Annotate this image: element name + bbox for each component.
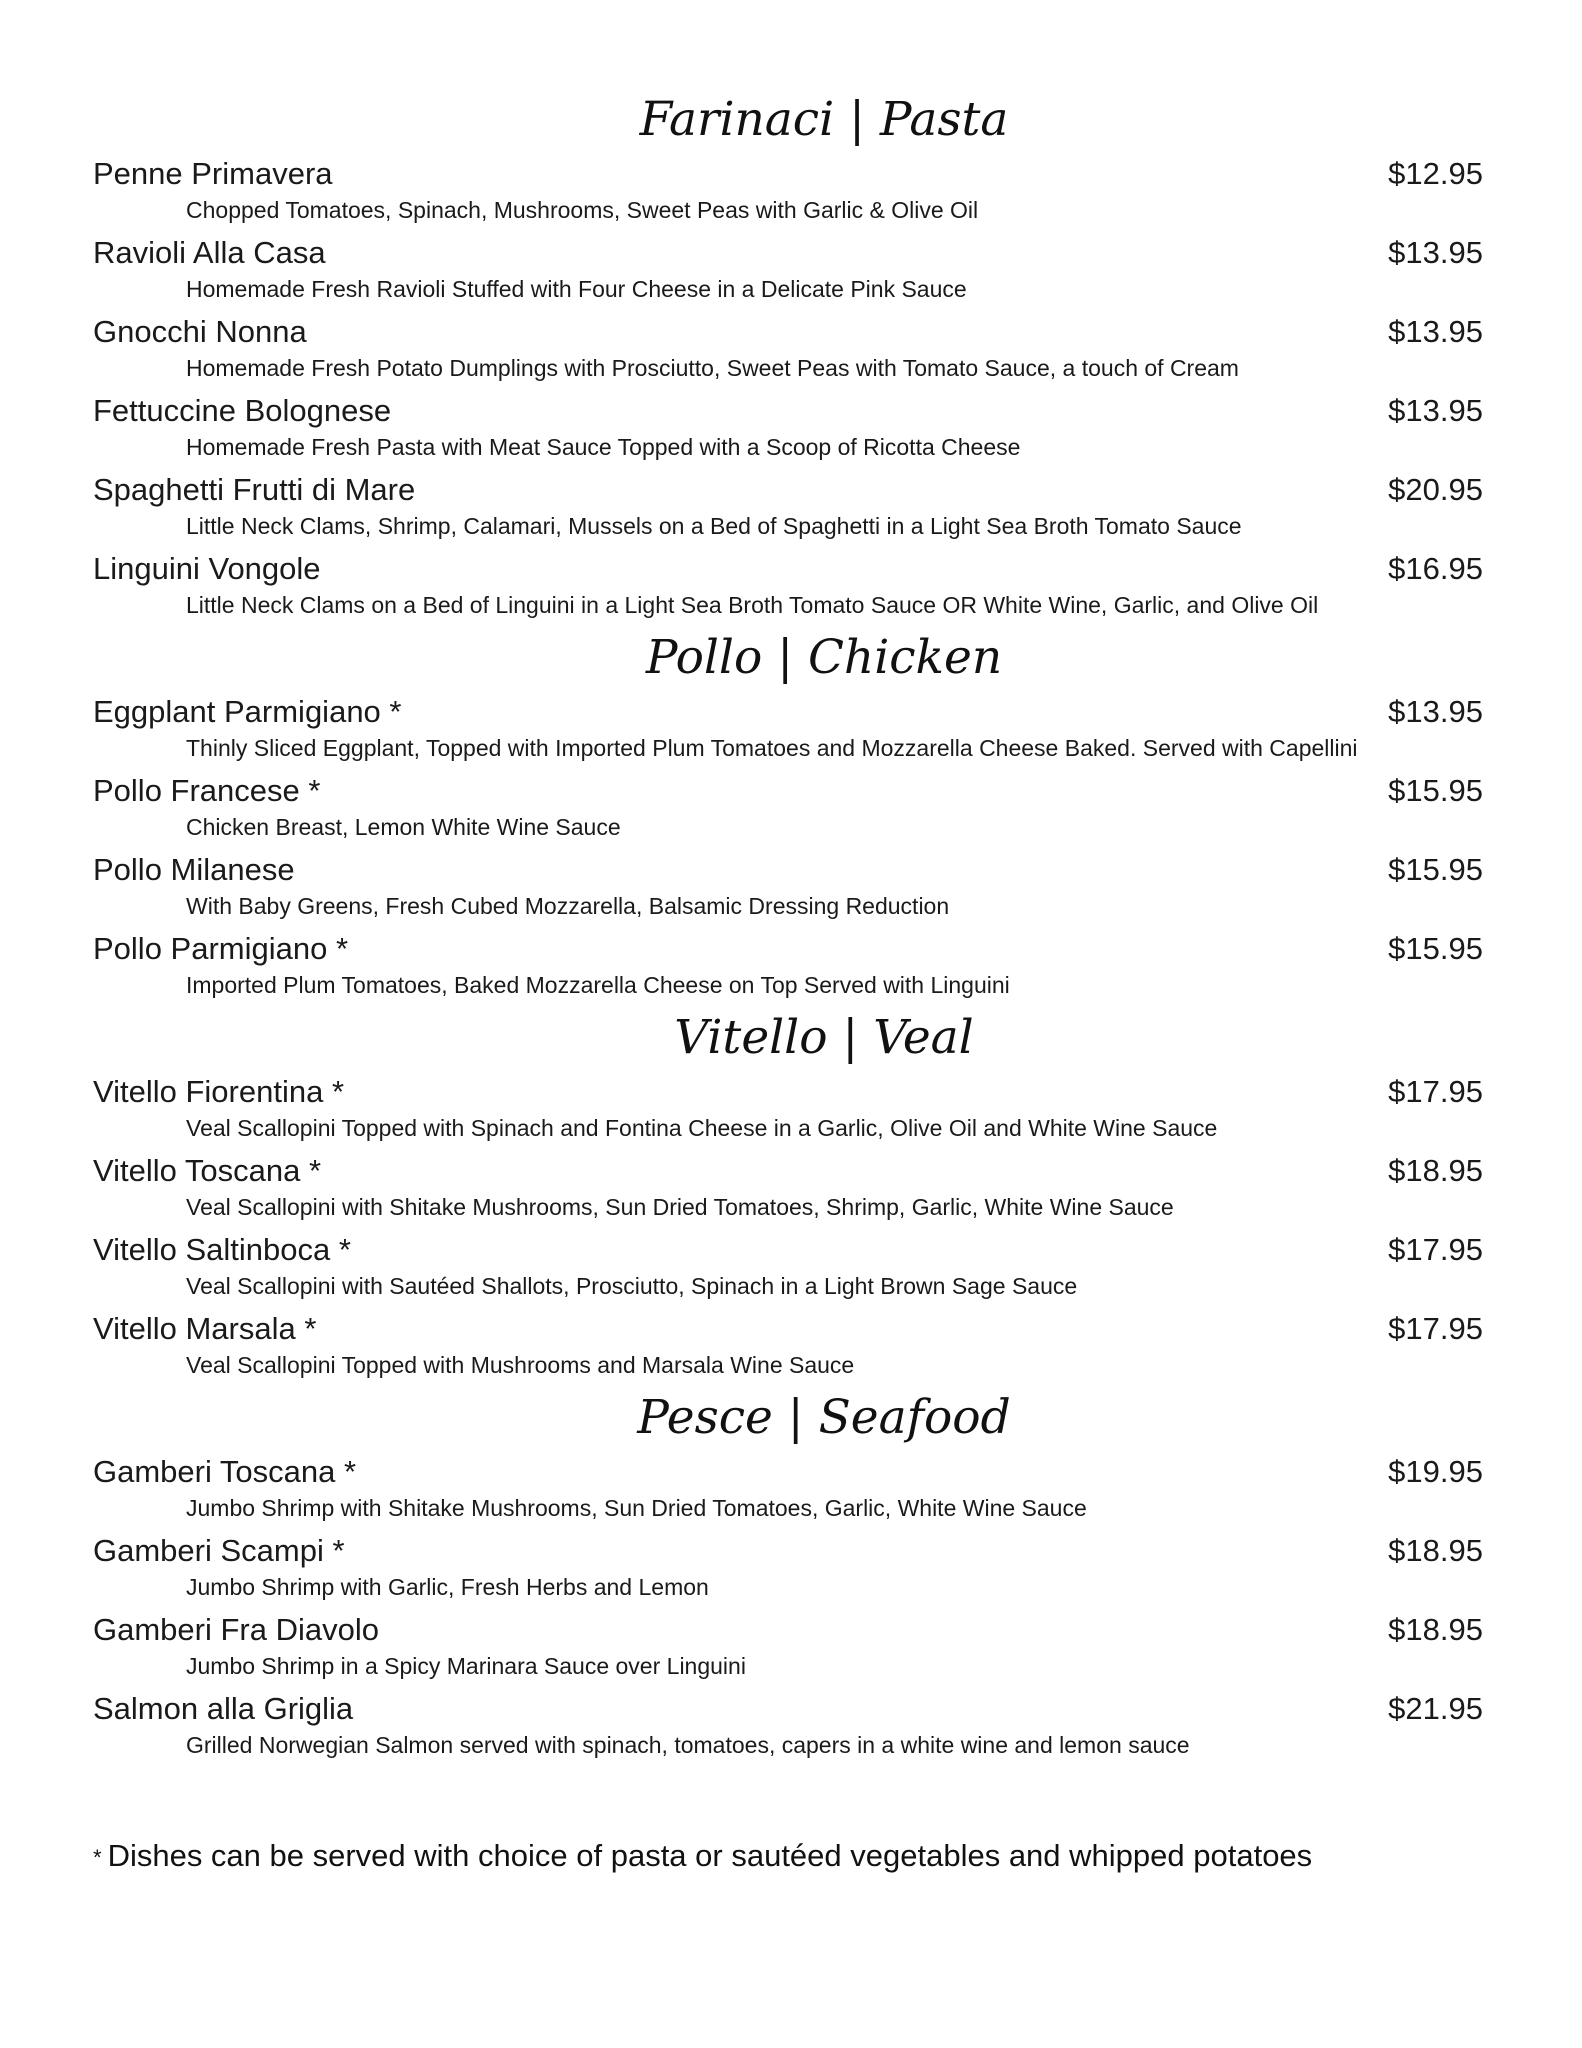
item-name: Gamberi Fra Diavolo (93, 1612, 379, 1647)
menu-item (93, 1149, 1483, 1228)
item-description: Grilled Norwegian Salmon served with spinach, tomatoes, capers in a white wine and lemon sauce (186, 1732, 1190, 1758)
menu-section-seafood (93, 1386, 1483, 1766)
item-description: Little Neck Clams on a Bed of Linguini in a Light Sea Broth Tomato Sauce OR White Wine, Garlic, and Olive Oil (186, 592, 1319, 618)
item-name: Salmon alla Griglia (93, 1691, 354, 1726)
menu-item (93, 1070, 1483, 1149)
item-price: $19.95 (1388, 1454, 1483, 1489)
menu-item (93, 1529, 1483, 1608)
menu-item (93, 468, 1483, 547)
item-description: Veal Scallopini with Shitake Mushrooms, Sun Dried Tomatoes, Shrimp, Garlic, White Wine Sauce (186, 1194, 1174, 1220)
item-name: Gamberi Toscana * (93, 1454, 357, 1489)
item-name: Vitello Marsala * (93, 1311, 317, 1346)
item-name: Ravioli Alla Casa (93, 235, 326, 270)
item-price: $13.95 (1388, 694, 1483, 729)
menu-item (93, 231, 1483, 310)
item-description: Chopped Tomatoes, Spinach, Mushrooms, Sweet Peas with Garlic & Olive Oil (186, 197, 979, 223)
section-title: Farinaci | Pasta (639, 92, 1009, 147)
item-name: Eggplant Parmigiano * (93, 694, 402, 729)
item-description: Homemade Fresh Ravioli Stuffed with Four Cheese in a Delicate Pink Sauce (186, 276, 967, 302)
item-description: Homemade Fresh Pasta with Meat Sauce Topped with a Scoop of Ricotta Cheese (186, 434, 1021, 460)
item-price: $15.95 (1388, 852, 1483, 887)
item-price: $17.95 (1388, 1311, 1483, 1346)
item-description: Little Neck Clams, Shrimp, Calamari, Mussels on a Bed of Spaghetti in a Light Sea Broth Tomato Sauce (186, 513, 1242, 539)
item-name: Pollo Francese * (93, 773, 321, 808)
item-price: $17.95 (1388, 1074, 1483, 1109)
item-price: $18.95 (1388, 1153, 1483, 1188)
menu-item (93, 1228, 1483, 1307)
item-name: Linguini Vongole (93, 551, 321, 586)
item-description: Chicken Breast, Lemon White Wine Sauce (186, 814, 621, 840)
item-description: Homemade Fresh Potato Dumplings with Prosciutto, Sweet Peas with Tomato Sauce, a touch of Cream (186, 355, 1239, 381)
footnote-asterisk: * (93, 1844, 102, 1870)
menu-item (93, 927, 1483, 1006)
item-price: $15.95 (1388, 931, 1483, 966)
item-price: $20.95 (1388, 472, 1483, 507)
section-title: Pollo | Chicken (645, 630, 1003, 685)
menu-item (93, 310, 1483, 389)
menu-section-chicken (93, 626, 1483, 1006)
item-name: Gnocchi Nonna (93, 314, 307, 349)
item-name: Vitello Toscana * (93, 1153, 322, 1188)
footnote (93, 1834, 1312, 1880)
item-description: With Baby Greens, Fresh Cubed Mozzarella, Balsamic Dressing Reduction (186, 893, 950, 919)
menu-item (93, 152, 1483, 231)
menu-item (93, 1687, 1483, 1766)
menu-section-veal (93, 1006, 1483, 1386)
item-price: $21.95 (1388, 1691, 1483, 1726)
item-description: Thinly Sliced Eggplant, Topped with Imported Plum Tomatoes and Mozzarella Cheese Baked. Served with Capellini (186, 735, 1358, 761)
menu-item (93, 547, 1483, 626)
item-description: Jumbo Shrimp in a Spicy Marinara Sauce over Linguini (186, 1653, 746, 1679)
item-name: Vitello Fiorentina * (93, 1074, 345, 1109)
item-name: Pollo Parmigiano * (93, 931, 349, 966)
item-name: Pollo Milanese (93, 852, 295, 887)
item-description: Veal Scallopini with Sautéed Shallots, Prosciutto, Spinach in a Light Brown Sage Sauce (186, 1273, 1078, 1299)
item-description: Veal Scallopini Topped with Spinach and Fontina Cheese in a Garlic, Olive Oil and White Wine Sauce (186, 1115, 1218, 1141)
item-name: Gamberi Scampi * (93, 1533, 345, 1568)
item-price: $17.95 (1388, 1232, 1483, 1267)
menu-item (93, 690, 1483, 769)
item-name: Vitello Saltinboca * (93, 1232, 351, 1267)
menu-item (93, 389, 1483, 468)
item-name: Penne Primavera (93, 156, 333, 191)
item-name: Spaghetti Frutti di Mare (93, 472, 416, 507)
item-description: Jumbo Shrimp with Shitake Mushrooms, Sun Dried Tomatoes, Garlic, White Wine Sauce (186, 1495, 1087, 1521)
item-price: $13.95 (1388, 235, 1483, 270)
item-price: $16.95 (1388, 551, 1483, 586)
menu-section-pasta (93, 88, 1483, 626)
section-title: Vitello | Veal (674, 1010, 974, 1065)
item-name: Fettuccine Bolognese (93, 393, 392, 428)
footnote-text: Dishes can be served with choice of pasta or sautéed vegetables and whipped potatoes (107, 1838, 1313, 1873)
menu (93, 88, 1483, 1766)
item-price: $12.95 (1388, 156, 1483, 191)
menu-item (93, 1608, 1483, 1687)
item-price: $13.95 (1388, 314, 1483, 349)
menu-item (93, 848, 1483, 927)
item-price: $18.95 (1388, 1533, 1483, 1568)
menu-item (93, 1307, 1483, 1386)
item-price: $15.95 (1388, 773, 1483, 808)
section-title: Pesce | Seafood (637, 1390, 1011, 1445)
item-description: Imported Plum Tomatoes, Baked Mozzarella Cheese on Top Served with Linguini (186, 972, 1010, 998)
item-description: Veal Scallopini Topped with Mushrooms and Marsala Wine Sauce (186, 1352, 855, 1378)
menu-item (93, 769, 1483, 848)
menu-item (93, 1450, 1483, 1529)
item-price: $18.95 (1388, 1612, 1483, 1647)
item-description: Jumbo Shrimp with Garlic, Fresh Herbs and Lemon (186, 1574, 709, 1600)
item-price: $13.95 (1388, 393, 1483, 428)
